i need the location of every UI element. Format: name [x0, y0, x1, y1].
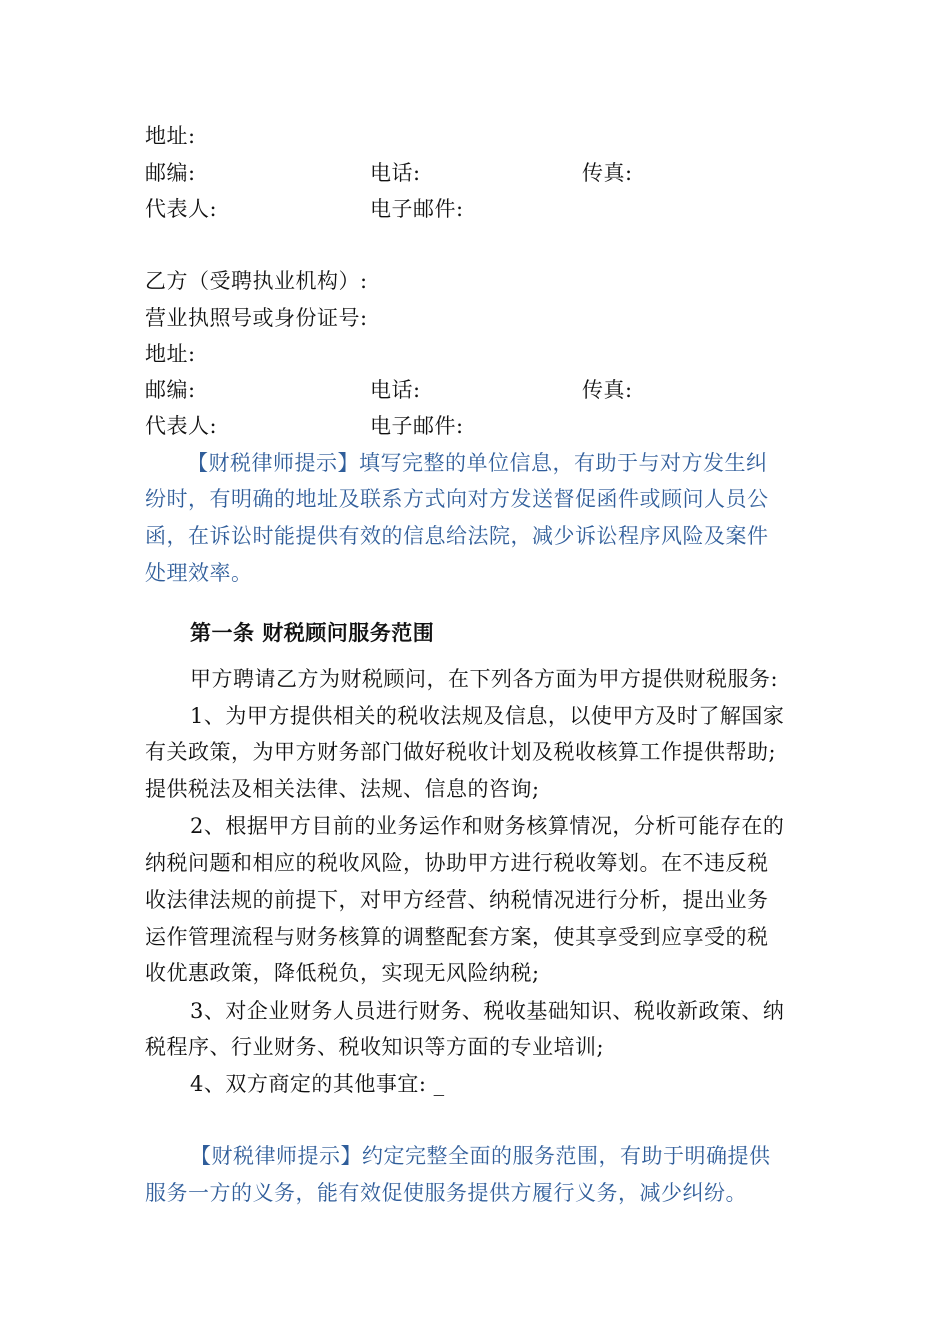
tip2-line: 【财税律师提示】约定完整全面的服务范围，有助于明确提供: [190, 1144, 771, 1168]
party-a-representative-label: 代表人:: [145, 197, 218, 221]
tip1-line: 纷时，有明确的地址及联系方式向对方发送督促函件或顾问人员公: [145, 487, 769, 511]
article1-line: 税程序、行业财务、税收知识等方面的专业培训;: [145, 1035, 605, 1059]
party-b-rep-row: [145, 411, 645, 441]
article1-heading: 第一条 财税顾问服务范围: [190, 620, 435, 645]
tip2-line: 服务一方的义务，能有效促使服务提供方履行义务，减少纠纷。: [145, 1181, 747, 1205]
party-a-postcode-label: 邮编:: [145, 161, 196, 185]
party-a-contact-row: [145, 158, 645, 188]
party-b-phone-label: 电话:: [370, 378, 421, 402]
article1-line: 有关政策，为甲方财务部门做好税收计划及税收核算工作提供帮助;: [145, 740, 777, 764]
party-b-title: 乙方（受聘执业机构）:: [145, 269, 368, 293]
article1-line: 2、根据甲方目前的业务运作和财务核算情况，分析可能存在的: [190, 814, 785, 838]
article1-line: 运作管理流程与财务核算的调整配套方案，使其享受到应享受的税: [145, 925, 769, 949]
party-a-phone-label: 电话:: [370, 161, 421, 185]
article1-line: 甲方聘请乙方为财税顾问，在下列各方面为甲方提供财税服务:: [190, 667, 779, 691]
article1-line: 收优惠政策，降低税负，实现无风险纳税;: [145, 961, 540, 985]
party-b-representative-label: 代表人:: [145, 414, 218, 438]
article1-line: 1、为甲方提供相关的税收法规及信息，以使甲方及时了解国家: [190, 704, 785, 728]
party-a-address-label: 地址:: [145, 124, 196, 148]
tip1-line: 【财税律师提示】填写完整的单位信息，有助于与对方发生纠: [187, 451, 768, 475]
article1-line: 提供税法及相关法律、法规、信息的咨询;: [145, 777, 540, 801]
party-b-fax-label: 传真:: [582, 378, 633, 402]
party-a-email-label: 电子邮件:: [370, 197, 464, 221]
party-b-address-label: 地址:: [145, 342, 196, 366]
article1-line: 纳税问题和相应的税收风险，协助甲方进行税收筹划。在不违反税: [145, 851, 769, 875]
tip1-line: 函，在诉讼时能提供有效的信息给法院，减少诉讼程序风险及案件: [145, 524, 769, 548]
tip1-line: 处理效率。: [145, 561, 253, 585]
party-b-contact-row: [145, 375, 645, 405]
party-a-fax-label: 传真:: [582, 161, 633, 185]
party-b-postcode-label: 邮编:: [145, 378, 196, 402]
article1-line: 3、对企业财务人员进行财务、税收基础知识、税收新政策、纳: [190, 999, 785, 1023]
party-b-email-label: 电子邮件:: [370, 414, 464, 438]
article1-line: 收法律法规的前提下，对甲方经营、纳税情况进行分析，提出业务: [145, 888, 769, 912]
article1-line: 4、双方商定的其他事宜: _: [190, 1072, 445, 1096]
party-b-license-label: 营业执照号或身份证号:: [145, 306, 368, 330]
party-a-rep-row: [145, 194, 645, 224]
